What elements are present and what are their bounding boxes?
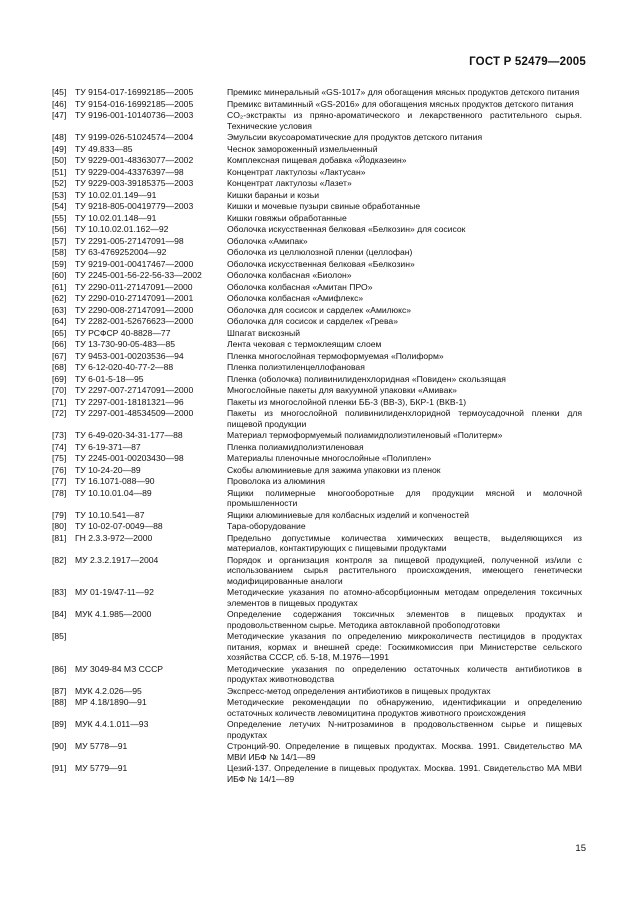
- reference-title: Многослойные пакеты для вакуумной упаковки «Амивак»: [227, 385, 457, 395]
- reference-number: [73]: [52, 430, 67, 440]
- reference-title: Скобы алюминиевые для зажима упаковки из пленок: [227, 464, 441, 475]
- reference-document: ТУ 10.10.01.04—89: [75, 487, 152, 498]
- reference-number: [83]: [52, 587, 67, 597]
- reference-number: [49]: [52, 143, 67, 154]
- reference-document: ТУ 6-01-5-18—95: [75, 373, 144, 384]
- reference-document: ТУ 9154-016-16992185—2005: [75, 98, 194, 109]
- page-number: 15: [575, 843, 586, 854]
- reference-item: [52, 362, 582, 373]
- reference-number: [63]: [52, 304, 67, 315]
- reference-title: Порядок и организация контроля за пищевой продукцией, полученной из/или с использованием сырья растительного происхождения, имеющего генетически модифицированные аналоги: [227, 554, 582, 586]
- reference-title: Чеснок замороженный измельченный: [227, 143, 378, 154]
- reference-document: ГН 2.3.3-972—2000: [75, 532, 153, 543]
- reference-document: ТУ 9196-001-10140736—2003: [75, 110, 194, 120]
- reference-document: ТУ 16.1071-088—90: [75, 476, 155, 486]
- reference-number: [59]: [52, 258, 67, 269]
- reference-number: [88]: [52, 697, 67, 707]
- reference-item: [52, 763, 582, 784]
- reference-document: ТУ 9219-001-00417467—2000: [75, 258, 194, 269]
- reference-number: [61]: [52, 281, 67, 292]
- reference-document: ТУ 6-12-020-40-77-2—88: [75, 362, 174, 372]
- reference-number: [51]: [52, 166, 67, 177]
- reference-item: [52, 385, 582, 396]
- reference-title: Кишки и мочевые пузыри свиные обработанные: [227, 201, 421, 211]
- reference-item: [52, 510, 582, 521]
- reference-item: [52, 167, 582, 178]
- reference-item: [52, 430, 582, 441]
- reference-item: [52, 719, 582, 740]
- reference-title: Ящики алюминиевые для колбасных изделий и копченостей: [227, 509, 470, 520]
- reference-number: [81]: [52, 532, 67, 543]
- reference-number: [45]: [52, 87, 67, 97]
- reference-title: Методические указания по атомно-абсорбционным методам определения токсичных элементов в пищевых продуктах: [227, 587, 582, 608]
- reference-number: [70]: [52, 385, 67, 395]
- reference-document: ТУ 9229-001-48363077—2002: [75, 155, 194, 165]
- reference-number: [74]: [52, 441, 67, 452]
- reference-document: ТУ 9229-003-39185375—2003: [75, 178, 194, 188]
- reference-number: [62]: [52, 293, 67, 303]
- reference-number: [55]: [52, 212, 67, 223]
- reference-item: [52, 224, 582, 235]
- reference-item: [52, 259, 582, 270]
- reference-item: [52, 476, 582, 487]
- reference-title: Концентрат лактулозы «Лактусан»: [227, 166, 366, 177]
- reference-title: Оболочка колбасная «Амитан ПРО»: [227, 281, 373, 292]
- reference-document: ТУ 10-24-20—89: [75, 464, 141, 475]
- reference-document: МУ 5778—91: [75, 741, 128, 751]
- reference-item: [52, 87, 582, 98]
- reference-title: Оболочка искусственная белковая «Белкозин» для сосисок: [227, 224, 466, 234]
- reference-item: [52, 213, 582, 224]
- reference-item: [52, 110, 582, 131]
- reference-item: [52, 328, 582, 339]
- reference-number: [91]: [52, 763, 67, 773]
- reference-document: МУ 01-19/47-11—92: [75, 587, 154, 597]
- reference-title: Методические рекомендации по обнаружению, идентификации и определению остаточных количеств левомицитина продуктов животного происхождения: [227, 697, 582, 718]
- reference-number: [72]: [52, 408, 67, 418]
- reference-item: [52, 488, 582, 509]
- reference-title: Ящики полимерные многооборотные для продукции мясной и молочной промышленности: [227, 487, 582, 508]
- reference-document: ТУ 63-4769252004—92: [75, 247, 167, 257]
- reference-number: [67]: [52, 350, 67, 361]
- reference-number: [60]: [52, 270, 67, 280]
- reference-item: [52, 305, 582, 316]
- reference-document: ТУ 2245-001-56-22-56-33—2002: [75, 270, 202, 280]
- reference-item: [52, 247, 582, 258]
- reference-title: Оболочка для сосисок и сарделек «Амилюкс»: [227, 304, 412, 315]
- reference-item: [52, 521, 582, 532]
- reference-number: [66]: [52, 339, 67, 349]
- reference-document: ТУ 2297-001-48534509—2000: [75, 408, 194, 418]
- reference-item: [52, 453, 582, 464]
- reference-document: ТУ 10.10.541—87: [75, 509, 145, 520]
- reference-title: Пленка многослойная термоформуемая «Полиформ»: [227, 350, 444, 361]
- reference-title: Стронций-90. Определение в пищевых продуктах. Москва. 1991. Свидетельство МА МВИ ИБФ № 14/1—89: [227, 741, 582, 762]
- reference-title: Предельно допустимые количества химических веществ, выделяющихся из материалов, контактирующих с пищевыми продуктами: [227, 532, 582, 553]
- reference-number: [78]: [52, 487, 67, 498]
- reference-title: Кишки говяжьи обработанные: [227, 212, 347, 223]
- reference-document: ТУ 49.833—85: [75, 143, 133, 154]
- reference-title: Пленка (оболочка) поливинилиденхлоридная «Повиден» скользящая: [227, 373, 506, 384]
- reference-title: Оболочка колбасная «Амифлекс»: [227, 293, 364, 303]
- reference-item: [52, 270, 582, 281]
- reference-item: [52, 397, 582, 408]
- reference-item: [52, 465, 582, 476]
- reference-document: МУ 5779—91: [75, 763, 128, 773]
- reference-item: [52, 587, 582, 608]
- reference-title: Материал термоформуемый полиамидполиэтиленовый «Политерм»: [227, 430, 503, 440]
- reference-item: [52, 664, 582, 685]
- reference-number: [64]: [52, 316, 67, 326]
- reference-title: Методические указания по определению остаточных количеств антибиотиков в продуктах животноводства: [227, 663, 582, 684]
- reference-number: [56]: [52, 224, 67, 234]
- reference-number: [80]: [52, 521, 67, 531]
- reference-document: ТУ 2290-010-27147091—2001: [75, 293, 194, 303]
- reference-number: [75]: [52, 453, 67, 463]
- reference-title: Оболочка колбасная «Биолон»: [227, 270, 352, 280]
- reference-title: Определение летучих N-нитрозаминов в продовольственном сырье и пищевых продуктах: [227, 719, 582, 740]
- reference-title: Комплексная пищевая добавка «Йодказеин»: [227, 155, 407, 165]
- reference-item: [52, 697, 582, 718]
- reference-number: [85]: [52, 631, 67, 641]
- reference-document: МР 4.18/1890—91: [75, 697, 147, 707]
- reference-number: [77]: [52, 476, 67, 486]
- reference-number: [86]: [52, 663, 67, 674]
- reference-title: Методические указания по определению микроколичеств пестицидов в продуктах питания, кормах и внешней среде: Госкимкомиссия при Министерстве сельского хозяйства СССР, сб. 5-18, М.1976—1991: [227, 631, 582, 662]
- reference-document: ТУ 6-49-020-34-31-177—88: [75, 430, 183, 440]
- reference-item: [52, 201, 582, 212]
- reference-title: Проволока из алюминия: [227, 476, 325, 486]
- reference-document: ТУ 2291-005-27147091—98: [75, 235, 184, 246]
- reference-item: [52, 351, 582, 362]
- reference-title: Пакеты из многослойной поливинилиденхлоридной термоусадочной пленки для пищевой продукции: [227, 408, 582, 429]
- reference-number: [58]: [52, 247, 67, 257]
- reference-document: ТУ 2282-001-52676623—2000: [75, 316, 194, 326]
- reference-number: [52]: [52, 178, 67, 188]
- reference-item: [52, 442, 582, 453]
- reference-number: [71]: [52, 396, 67, 407]
- reference-number: [65]: [52, 327, 67, 338]
- reference-title: Эмульсии вкусоароматические для продуктов детского питания: [227, 132, 483, 142]
- reference-number: [48]: [52, 132, 67, 142]
- reference-document: ТУ 2245-001-00203430—98: [75, 453, 184, 463]
- reference-document: МУ 3049-84 МЗ СССР: [75, 663, 164, 674]
- reference-number: [57]: [52, 235, 67, 246]
- reference-number: [50]: [52, 155, 67, 165]
- reference-number: [54]: [52, 201, 67, 211]
- reference-title: Материалы пленочные многослойные «Полиплен»: [227, 453, 432, 463]
- reference-document: ТУ 2290-011-27147091—2000: [75, 281, 193, 292]
- reference-list: [52, 87, 582, 785]
- reference-title: Шпагат вискозный: [227, 327, 301, 338]
- reference-document: ТУ 6-19-371—87: [75, 441, 141, 452]
- reference-document: ТУ 10.02.01.149—91: [75, 189, 157, 200]
- standard-header: ГОСТ Р 52479—2005: [469, 56, 586, 68]
- reference-title: Премикс витаминный «GS-2016» для обогащения мясных продуктов детского питания: [227, 98, 574, 109]
- reference-item: [52, 374, 582, 385]
- reference-document: ТУ 9154-017-16992185—2005: [75, 87, 194, 97]
- reference-number: [69]: [52, 373, 67, 384]
- reference-number: [89]: [52, 719, 67, 729]
- reference-document: ТУ 2297-007-27147091—2000: [75, 385, 194, 395]
- reference-number: [46]: [52, 98, 67, 109]
- reference-item: [52, 236, 582, 247]
- reference-item: [52, 741, 582, 762]
- reference-document: МУК 4.4.1.011—93: [75, 719, 149, 729]
- reference-title: Кишки бараньи и козьи: [227, 189, 320, 200]
- reference-title: Премикс минеральный «GS-1017» для обогащения мясных продуктов детского питания: [227, 87, 580, 97]
- reference-item: [52, 686, 582, 697]
- reference-title: Оболочка «Амипак»: [227, 235, 308, 246]
- reference-title: Оболочка из целлюлозной пленки (целлофан): [227, 247, 413, 257]
- reference-document: ТУ 9218-805-00419779—2003: [75, 201, 194, 211]
- reference-number: [76]: [52, 464, 67, 475]
- reference-number: [53]: [52, 189, 67, 200]
- reference-title: Тара-оборудование: [227, 521, 306, 531]
- reference-number: [84]: [52, 609, 67, 619]
- reference-item: [52, 178, 582, 189]
- reference-title: Пленка полиамидполиэтиленовая: [227, 441, 364, 452]
- reference-number: [90]: [52, 741, 67, 751]
- reference-document: ТУ 10.02.01.148—91: [75, 212, 157, 223]
- reference-item: [52, 609, 582, 630]
- reference-document: ТУ 9229-004-43376397—98: [75, 166, 184, 177]
- reference-item: [52, 155, 582, 166]
- reference-item: [52, 190, 582, 201]
- reference-item: [52, 99, 582, 110]
- reference-item: [52, 555, 582, 587]
- reference-title: Цезий-137. Определение в пищевых продуктах. Москва. 1991. Свидетельство МА МВИ ИБФ № 14/1—89: [227, 763, 582, 784]
- reference-title: Экспресс-метод определения антибиотиков в пищевых продуктах: [227, 685, 491, 696]
- reference-document: ТУ 10.10.02.01.162—92: [75, 224, 169, 234]
- reference-document: ТУ 2297-001-18181321—96: [75, 396, 184, 407]
- reference-document: МУК 4.2.026—95: [75, 685, 142, 696]
- reference-title: Пакеты из многослойной пленки ББ-3 (ВВ-3), БКР-1 (ВКВ-1): [227, 396, 467, 407]
- reference-title: CO₂-экстракты из пряно-ароматического и лекарственного растительного сырья. Технические условия: [227, 110, 582, 131]
- reference-number: [87]: [52, 685, 67, 696]
- reference-item: [52, 316, 582, 327]
- reference-document: ТУ 2290-008-27147091—2000: [75, 304, 194, 315]
- reference-title: Концентрат лактулозы «Лазет»: [227, 178, 352, 188]
- reference-item: [52, 282, 582, 293]
- reference-item: [52, 293, 582, 304]
- reference-title: Лента чековая с термоклеящим слоем: [227, 339, 382, 349]
- reference-item: [52, 533, 582, 554]
- reference-number: [82]: [52, 554, 67, 565]
- reference-title: Оболочка для сосисок и сарделек «Грева»: [227, 316, 398, 326]
- reference-document: ТУ 9453-001-00203536—94: [75, 350, 184, 361]
- reference-item: [52, 132, 582, 143]
- reference-document: ТУ 9199-026-51024574—2004: [75, 132, 194, 142]
- reference-document: ТУ РСФСР 40-8828—77: [75, 327, 171, 338]
- reference-title: Определение содержания токсичных элементов в пищевых продуктах и продовольственном сырье. Методика автоклавной пробоподготовки: [227, 609, 582, 630]
- reference-item: [52, 339, 582, 350]
- reference-title: Оболочка искусственная белковая «Белкозин»: [227, 258, 415, 269]
- reference-document: ТУ 10-02-07-0049—88: [75, 521, 163, 531]
- reference-item: [52, 631, 582, 663]
- reference-title: Пленка полиэтиленцеллофановая: [227, 362, 365, 372]
- reference-number: [68]: [52, 362, 67, 372]
- reference-document: МУ 2.3.2.1917—2004: [75, 554, 159, 565]
- reference-document: ТУ 13-730-90-05-483—85: [75, 339, 176, 349]
- reference-number: [79]: [52, 509, 67, 520]
- reference-number: [47]: [52, 110, 67, 120]
- reference-document: МУК 4.1.985—2000: [75, 609, 152, 619]
- reference-item: [52, 408, 582, 429]
- reference-item: [52, 144, 582, 155]
